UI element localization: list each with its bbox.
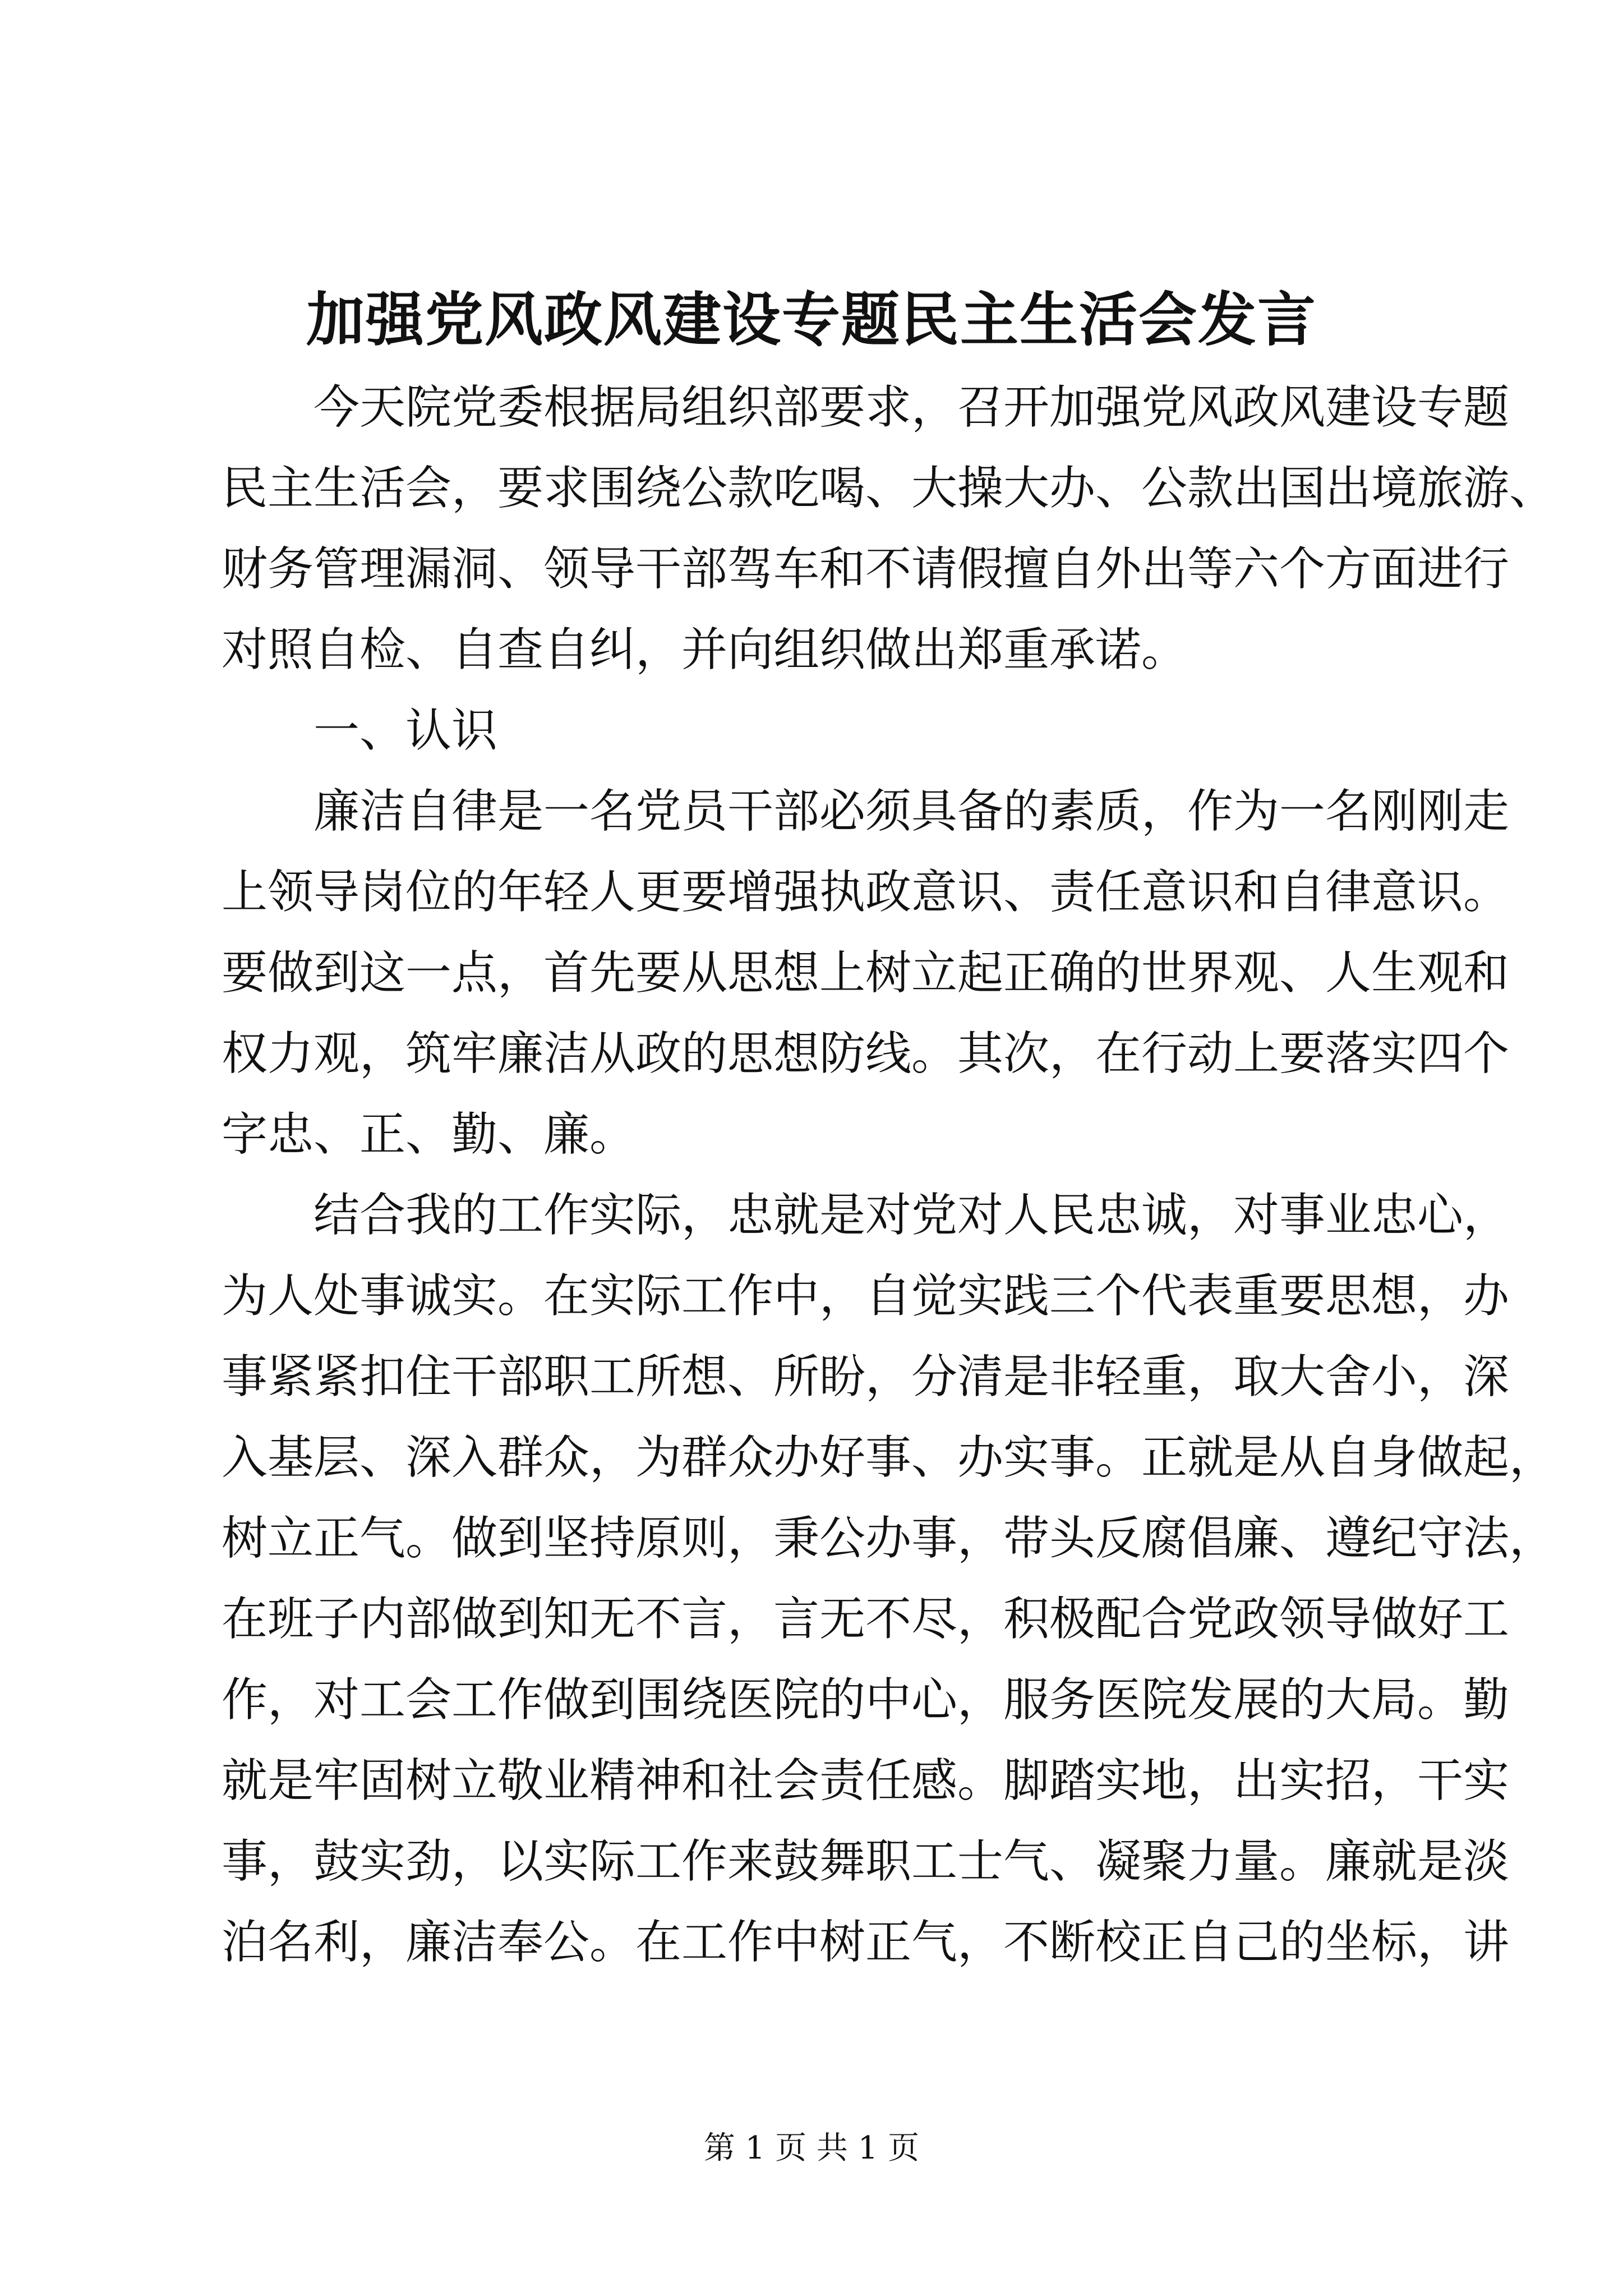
page-footer: 第 1 页 共 1 页: [703, 2130, 920, 2166]
text-line: 在班子内部做到知无不言，言无不尽，积极配合党政领导做好工: [222, 1593, 1510, 1646]
text-line: 就是牢固树立敬业精神和社会责任感。脚踏实地，出实招，干实: [222, 1754, 1510, 1807]
text-line: 作，对工会工作做到围绕医院的中心，服务医院发展的大局。勤: [222, 1673, 1510, 1727]
text-line: 廉洁自律是一名党员干部必须具备的素质，作为一名刚刚走: [313, 785, 1510, 838]
text-line: 权力观，筑牢廉洁从政的思想防线。其次，在行动上要落实四个: [222, 1027, 1510, 1080]
text-line: 对照自检、自查自纠，并向组织做出郑重承诺。: [222, 623, 1188, 677]
document-title: 加强党风政风建设专题民主生活会发言: [306, 285, 1317, 354]
text-line: 树立正气。做到坚持原则，秉公办事，带头反腐倡廉、遵纪守法，: [222, 1512, 1556, 1565]
text-line: 上领导岗位的年轻人更要增强执政意识、责任意识和自律意识。: [222, 866, 1510, 919]
text-line: 结合我的工作实际，忠就是对党对人民忠诚，对事业忠心，: [313, 1189, 1510, 1242]
text-line: 入基层、深入群众，为群众办好事、办实事。正就是从自身做起，: [222, 1431, 1556, 1484]
text-line: 要做到这一点，首先要从思想上树立起正确的世界观、人生观和: [222, 946, 1510, 1000]
text-line: 今天院党委根据局组织部要求，召开加强党风政风建设专题: [313, 381, 1510, 434]
text-line: 一、认识: [313, 704, 498, 757]
text-line: 财务管理漏洞、领导干部驾车和不请假擅自外出等六个方面进行: [222, 542, 1510, 596]
text-line: 为人处事诚实。在实际工作中，自觉实践三个代表重要思想，办: [222, 1269, 1510, 1323]
text-line: 事紧紧扣住干部职工所想、所盼，分清是非轻重，取大舍小，深: [222, 1350, 1510, 1404]
text-line: 事，鼓实劲，以实际工作来鼓舞职工士气、凝聚力量。廉就是淡: [222, 1835, 1510, 1888]
text-line: 泊名利，廉洁奉公。在工作中树正气，不断校正自己的坐标，讲: [222, 1916, 1510, 1969]
document-body: [222, 367, 1556, 1983]
text-line: 民主生活会，要求围绕公款吃喝、大操大办、公款出国出境旅游、: [222, 462, 1556, 515]
text-line: 字忠、正、勤、廉。: [222, 1108, 636, 1161]
